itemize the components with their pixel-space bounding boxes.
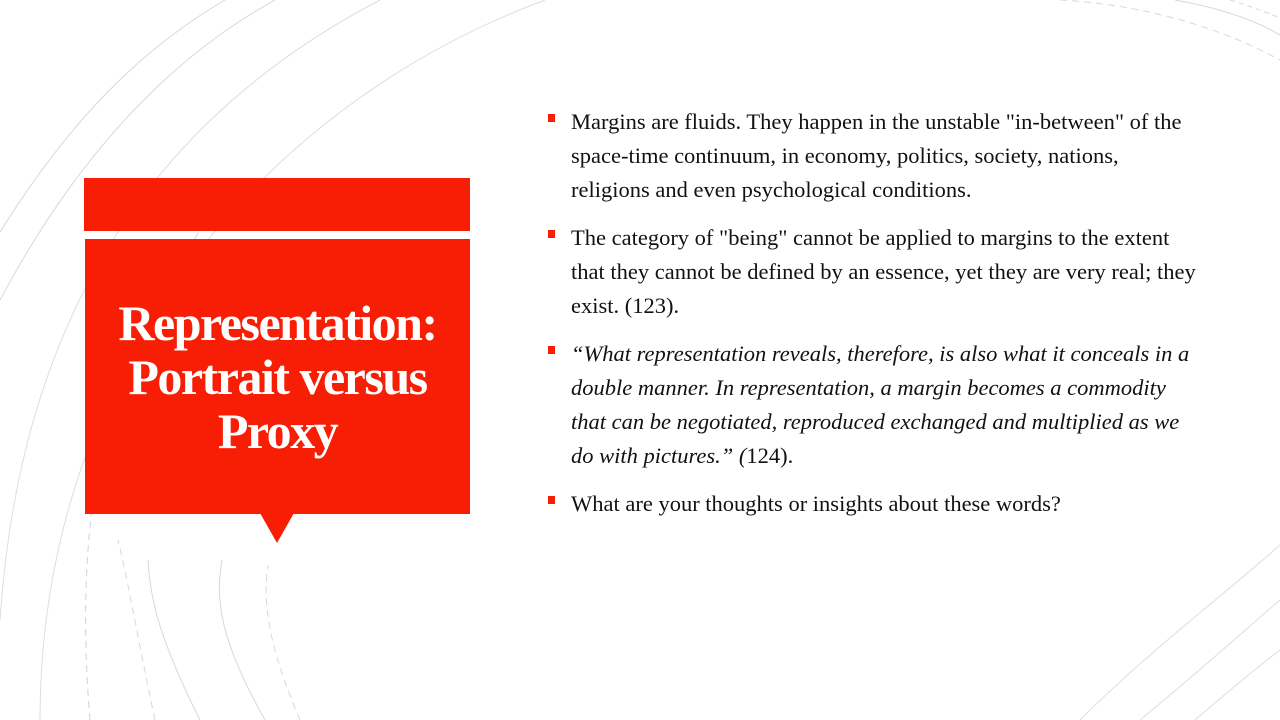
square-bullet-icon [548,230,555,238]
bullet-text: What are your thoughts or insights about these words? [571,491,1061,516]
bullet-item [548,221,1198,323]
square-bullet-icon [548,496,555,504]
bullet-item [548,487,1198,521]
arc-line [1175,0,1280,35]
bullet-list [548,105,1198,535]
arc-line [1080,545,1280,720]
arc-line [148,560,200,720]
arc-line [266,565,300,720]
arc-line [1060,0,1280,60]
bullet-citation: 124). [746,443,794,468]
bullet-quote: “What representation reveals, therefore, is also what it conceals in a double manner. In representation, a margin becomes a commodity that can be negotiated, reproduced exchanged and multiplied as we do with pictures.” ( [571,341,1190,468]
square-bullet-icon [548,114,555,122]
title-accent-bar [84,178,470,231]
title-pointer [260,513,294,543]
bullet-item [548,105,1198,207]
square-bullet-icon [548,346,555,354]
arc-line [1195,650,1280,720]
arc-line [219,560,265,720]
title-box [85,239,470,514]
bullet-text: The category of "being" cannot be applied to margins to the extent that they cannot be defined by an essence, yet they are very real; they exist. (123). [571,225,1196,318]
arc-line [118,540,155,720]
bullet-item [548,337,1198,473]
slide-title: Representation: Portrait versus Proxy [118,294,437,459]
arc-line [1140,600,1280,720]
bullet-text: Margins are fluids. They happen in the unstable "in-between" of the space-time continuum, in economy, politics, society, nations, religions and even psychological conditions. [571,109,1182,202]
